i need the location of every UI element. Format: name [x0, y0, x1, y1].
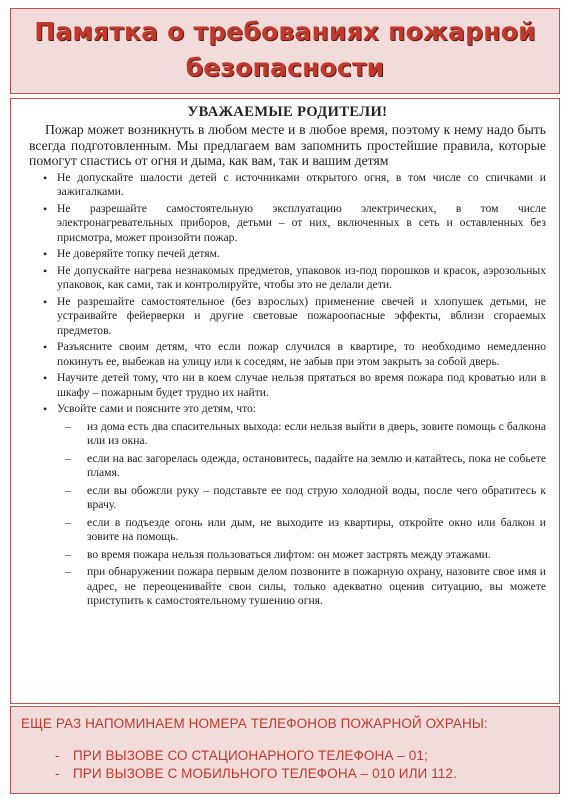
- memo-intro: Пожар может возникнуть в любом месте и в любое время, поэтому к нему надо быть всегда подготовленным. Мы предлагаем вам запомнить простейшие правила, которые помогут спастись от огня и дыма, как вам, так и вашим детям: [29, 122, 546, 169]
- phone-landline-text: ПРИ ВЫЗОВЕ СО СТАЦИОНАРНОГО ТЕЛЕФОНА – 01;: [73, 748, 428, 763]
- page-title-line-2: безопасности: [185, 53, 385, 82]
- phone-mobile-line: [21, 765, 549, 783]
- rule-text: Не допускайте нагрева незнакомых предметов, упаковок из-под порошков и красок, аэрозольных упаковок, как сами, так и контролируйте, чтобы это не делали дети.: [57, 263, 546, 292]
- rule-item: [45, 340, 546, 369]
- rule-item: [45, 171, 546, 200]
- subrule-item: [65, 484, 546, 513]
- memo-body: [10, 98, 560, 704]
- rule-text: Разъясните своим детям, что если пожар случился в квартире, то необходимо немедленно покинуть ее, выбежав на улицу или к соседям, не забыв при этом закрыть за собой дверь.: [57, 340, 546, 368]
- rule-text: Не разрешайте самостоятельную эксплуатацию электрических, в том числе электронагревательных приборов, детьми – от них, включенных в сеть и оставленных без присмотра, может произойти пожар.: [57, 201, 546, 244]
- bullet-icon: •: [43, 201, 48, 216]
- rules-list: [29, 171, 546, 417]
- rule-item: [45, 371, 546, 400]
- phone-landline-line: [21, 747, 549, 765]
- dash-icon: –: [65, 547, 71, 561]
- dash-icon: –: [65, 419, 71, 433]
- bullet-icon: •: [43, 402, 48, 417]
- phone-numbers-heading: ЕЩЕ РАЗ НАПОМИНАЕМ НОМЕРА ТЕЛЕФОНОВ ПОЖАРНОЙ ОХРАНЫ:: [21, 716, 488, 731]
- rule-text: Не доверяйте топку печей детям.: [57, 247, 220, 261]
- memo-salutation: УВАЖАЕМЫЕ РОДИТЕЛИ!: [187, 104, 388, 120]
- dash-icon: –: [65, 483, 71, 497]
- phone-numbers-box: [10, 706, 560, 794]
- subrule-item: [65, 452, 546, 481]
- subrule-item: [65, 516, 546, 545]
- bullet-icon: •: [43, 340, 48, 355]
- dash-icon: –: [65, 565, 71, 579]
- dash-icon: -: [55, 748, 60, 763]
- subrule-text: если на вас загорелась одежда, остановитесь, падайте на землю и катайтесь, пока не собьете пламя.: [87, 451, 546, 480]
- title-banner: [10, 8, 560, 94]
- dash-icon: -: [55, 766, 60, 781]
- dash-icon: –: [65, 451, 71, 465]
- rule-text: Не разрешайте самостоятельное (без взрослых) применение свечей и хлопушек детьми, не устраивайте фейерверки и другие световые пожароопасные эффекты, вблизи сгораемых предметов.: [57, 294, 546, 337]
- bullet-icon: •: [43, 294, 48, 309]
- subrule-text: при обнаружении пожара первым делом позвоните в пожарную охрану, назовите свое имя и адрес, не переоценивайте свои силы, только адекватно оценив ситуацию, вы можете приступить к самостоятельному тушению огня.: [87, 565, 546, 608]
- subrule-text: если в подъезде огонь или дым, не выходите из квартиры, откройте окно или балкон и зовите на помощь.: [87, 515, 546, 544]
- dash-icon: –: [65, 515, 71, 529]
- rule-item: [45, 202, 546, 246]
- bullet-icon: •: [43, 371, 48, 386]
- subrule-item: [65, 548, 546, 563]
- rule-item: [45, 247, 546, 262]
- rule-text: Усвойте сами и поясните это детям, что:: [57, 402, 256, 416]
- rule-item: [45, 264, 546, 293]
- subrules-list: [29, 420, 546, 609]
- bullet-icon: •: [43, 263, 48, 278]
- rule-text: Не допускайте шалости детей с источниками открытого огня, в том числе со спичками и зажигалками.: [57, 170, 546, 199]
- subrule-text: из дома есть два спасительных выхода: если нельзя выйти в дверь, зовите помощь с балкона или из окна.: [87, 419, 546, 448]
- subrule-text: если вы обожгли руку – подставьте ее под струю холодной воды, после чего обратитесь к врачу.: [87, 483, 546, 512]
- rule-item: [45, 295, 546, 339]
- rule-item: [45, 402, 546, 417]
- subrule-item: [65, 565, 546, 609]
- rule-text: Научите детей тому, что ни в коем случае нельзя прятаться во время пожара под кроватью или в шкафу – пожарным будет трудно их найти.: [57, 371, 546, 399]
- subrule-text: во время пожара нельзя пользоваться лифтом: он может застрять между этажами.: [87, 547, 491, 561]
- page-title-line-1: Памятка о требованиях пожарной: [34, 17, 536, 46]
- subrule-item: [65, 420, 546, 449]
- bullet-icon: •: [43, 247, 48, 262]
- bullet-icon: •: [43, 170, 48, 185]
- phone-mobile-text: ПРИ ВЫЗОВЕ С МОБИЛЬНОГО ТЕЛЕФОНА – 010 ИЛИ 112.: [73, 766, 457, 781]
